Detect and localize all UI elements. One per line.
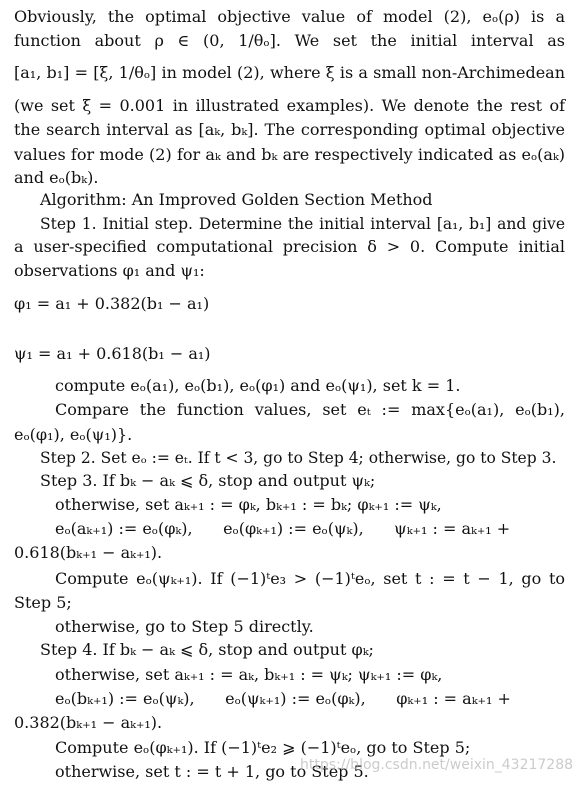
text-line: 0.618(bₖ₊₁ − aₖ₊₁).	[14, 543, 163, 562]
text-line: Step 5;	[14, 593, 72, 612]
text-line: Step 1. Initial step. Determine the initial interval [a₁, b₁] and give	[40, 215, 565, 233]
text-line: otherwise, set t : = t + 1, go to Step 5.	[55, 762, 369, 781]
algorithm-title: Algorithm: An Improved Golden Section Method	[40, 190, 433, 209]
text-line: Obviously, the optimal objective value of model (2), eₒ(ρ) is a	[14, 7, 565, 26]
text-line: otherwise, set aₖ₊₁ : = φₖ, bₖ₊₁ : = bₖ; φₖ₊₁ := ψₖ,	[55, 495, 442, 514]
text-line: 0.382(bₖ₊₁ − aₖ₊₁).	[14, 713, 163, 732]
text-line: eₒ(bₖ₊₁) := eₒ(ψₖ), eₒ(ψₖ₊₁) := eₒ(φₖ), φₖ₊₁ : = aₖ₊₁ +	[55, 689, 511, 708]
step-4: Step 4. If bₖ − aₖ ⩽ δ, stop and output φₖ;	[40, 640, 374, 659]
equation-psi1: ψ₁ = a₁ + 0.618(b₁ − a₁)	[14, 344, 211, 363]
watermark: https://blog.csdn.net/weixin_43217288	[300, 757, 574, 773]
text-line: Compute eₒ(φₖ₊₁). If (−1)ᵗe₂ ⩾ (−1)ᵗeₒ, go to Step 5;	[55, 738, 471, 757]
text-line: and eₒ(bₖ).	[14, 168, 99, 187]
text-line: Compare the function values, set eₜ := max{eₒ(a₁), eₒ(b₁),	[55, 400, 565, 419]
text-line: otherwise, go to Step 5 directly.	[55, 617, 314, 636]
text-line: values for mode (2) for aₖ and bₖ are respectively indicated as eₒ(aₖ)	[14, 145, 565, 164]
text-line: observations φ₁ and ψ₁:	[14, 261, 205, 280]
text-line: compute eₒ(a₁), eₒ(b₁), eₒ(φ₁) and eₒ(ψ₁), set k = 1.	[55, 376, 461, 395]
text-line: eₒ(aₖ₊₁) := eₒ(φₖ), eₒ(φₖ₊₁) := eₒ(ψₖ), ψₖ₊₁ : = aₖ₊₁ +	[55, 519, 511, 538]
text-line: otherwise, set aₖ₊₁ : = aₖ, bₖ₊₁ : = ψₖ; ψₖ₊₁ := φₖ,	[55, 665, 443, 684]
text-line: Compute eₒ(ψₖ₊₁). If (−1)ᵗe₃ > (−1)ᵗeₒ, set t : = t − 1, go to	[55, 569, 565, 588]
equation-phi1: φ₁ = a₁ + 0.382(b₁ − a₁)	[14, 294, 210, 313]
text-line: [a₁, b₁] = [ξ, 1/θₒ] in model (2), where ξ is a small non-Archimedean	[14, 63, 565, 82]
text-line: a user-specified computational precision δ > 0. Compute initial	[14, 237, 565, 256]
text-line: function about ρ ∈ (0, 1/θₒ]. We set the initial interval as	[14, 31, 565, 50]
text-line: eₒ(φ₁), eₒ(ψ₁)}.	[14, 425, 133, 444]
text-line: (we set ξ = 0.001 in illustrated examples). We denote the rest of	[14, 96, 565, 115]
text-line: the search interval as [aₖ, bₖ]. The corresponding optimal objective	[14, 120, 565, 139]
step-2: Step 2. Set eₒ := eₜ. If t < 3, go to Step 4; otherwise, go to Step 3.	[40, 449, 557, 467]
step-3: Step 3. If bₖ − aₖ ⩽ δ, stop and output ψₖ;	[40, 471, 376, 490]
